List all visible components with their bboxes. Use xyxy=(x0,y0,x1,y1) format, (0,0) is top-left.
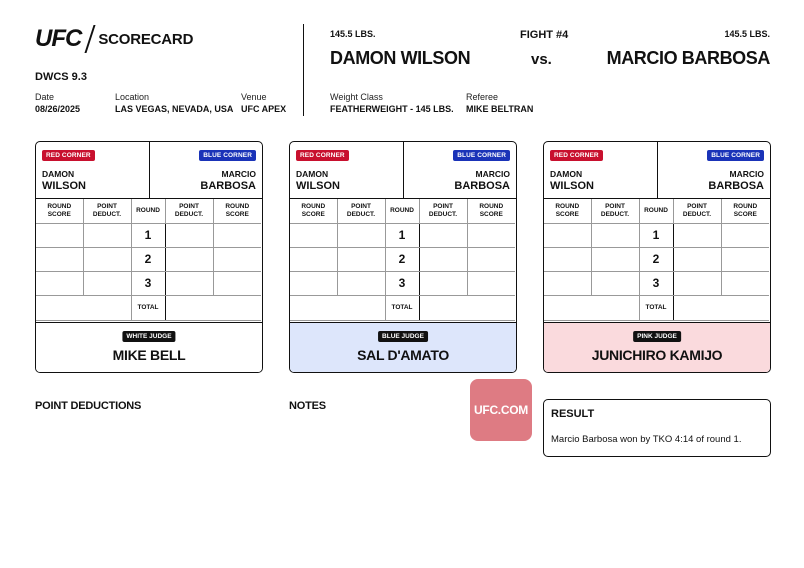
blue-round-score-header: ROUND SCORE xyxy=(721,199,769,223)
judge-name: JUNICHIRO KAMIJO xyxy=(591,347,723,363)
judge-scorecard-2 xyxy=(289,141,517,373)
blue-weight: 145.5 LBS. xyxy=(724,29,770,39)
blue-round-score-header: ROUND SCORE xyxy=(213,199,261,223)
referee-label: Referee xyxy=(466,92,499,102)
blue-corner-fighter xyxy=(454,168,510,192)
blue-deduct-cell[interactable] xyxy=(419,271,467,295)
red-corner-fighter xyxy=(550,168,594,192)
red-total-cell[interactable] xyxy=(290,295,385,320)
corner-divider xyxy=(403,142,404,199)
blue-deduct-cell[interactable] xyxy=(165,223,213,247)
round-header: ROUND xyxy=(385,199,419,223)
judge-scorecard-1 xyxy=(35,141,263,373)
blue-score-cell[interactable] xyxy=(467,271,515,295)
blue-score-cell[interactable] xyxy=(721,247,769,271)
round-number: 2 xyxy=(385,247,419,271)
judge-scorecard-3 xyxy=(543,141,771,373)
round-row xyxy=(290,271,515,295)
red-score-cell[interactable] xyxy=(36,271,83,295)
red-score-cell[interactable] xyxy=(544,223,591,247)
notes-heading: NOTES xyxy=(289,400,326,412)
blue-score-cell[interactable] xyxy=(213,247,261,271)
judge-footer xyxy=(290,322,516,373)
red-fighter-name: DAMON WILSON xyxy=(330,48,471,68)
blue-deduct-cell[interactable] xyxy=(419,223,467,247)
venue-value: UFC APEX xyxy=(241,104,287,114)
round-number: 2 xyxy=(131,247,165,271)
red-round-score-header: ROUND SCORE xyxy=(290,199,337,223)
blue-deduct-cell[interactable] xyxy=(165,271,213,295)
red-first-name: DAMON xyxy=(42,169,75,179)
ufc-com-link[interactable]: UFC.COM xyxy=(470,379,532,441)
blue-total-cell[interactable] xyxy=(165,295,261,320)
blue-first-name: MARCIO xyxy=(729,169,764,179)
blue-corner-badge: BLUE CORNER xyxy=(453,150,510,161)
blue-total-cell[interactable] xyxy=(673,295,769,320)
red-corner-fighter xyxy=(296,168,340,192)
total-row xyxy=(544,295,769,320)
red-score-cell[interactable] xyxy=(544,247,591,271)
round-number: 3 xyxy=(131,271,165,295)
blue-fighter-name: MARCIO BARBOSA xyxy=(606,48,770,68)
round-number: 1 xyxy=(639,223,673,247)
red-first-name: DAMON xyxy=(550,169,583,179)
scorecard-title: SCORECARD xyxy=(98,30,194,48)
blue-round-score-header: ROUND SCORE xyxy=(467,199,515,223)
total-row xyxy=(36,295,261,320)
blue-corner-badge: BLUE CORNER xyxy=(199,150,256,161)
judge-name: MIKE BELL xyxy=(112,347,186,363)
blue-point-deduct-header: POINT DEDUCT. xyxy=(673,199,721,223)
blue-score-cell[interactable] xyxy=(721,223,769,247)
red-weight: 145.5 LBS. xyxy=(330,29,376,39)
red-total-cell[interactable] xyxy=(544,295,639,320)
blue-deduct-cell[interactable] xyxy=(673,271,721,295)
header-divider xyxy=(303,24,304,116)
round-number: 2 xyxy=(639,247,673,271)
blue-first-name: MARCIO xyxy=(475,169,510,179)
date-value: 08/26/2025 xyxy=(35,104,81,114)
red-deduct-cell[interactable] xyxy=(337,223,385,247)
red-last-name: WILSON xyxy=(296,180,340,192)
result-title: RESULT xyxy=(551,408,595,420)
red-first-name: DAMON xyxy=(296,169,329,179)
score-grid-header xyxy=(544,199,769,223)
red-corner-fighter xyxy=(42,168,86,192)
round-number: 1 xyxy=(385,223,419,247)
corner-divider xyxy=(657,142,658,199)
blue-corner-badge: BLUE CORNER xyxy=(707,150,764,161)
blue-score-cell[interactable] xyxy=(213,223,261,247)
judge-name: SAL D'AMATO xyxy=(357,347,449,363)
red-deduct-cell[interactable] xyxy=(83,247,131,271)
total-label: TOTAL xyxy=(131,295,165,320)
blue-last-name: BARBOSA xyxy=(708,180,764,192)
referee-value: MIKE BELTRAN xyxy=(466,104,534,114)
score-grid xyxy=(544,199,769,321)
score-grid-header xyxy=(290,199,515,223)
blue-deduct-cell[interactable] xyxy=(165,247,213,271)
score-grid xyxy=(290,199,515,321)
blue-deduct-cell[interactable] xyxy=(419,247,467,271)
judge-badge: PINK JUDGE xyxy=(633,331,681,342)
blue-score-cell[interactable] xyxy=(721,271,769,295)
blue-total-cell[interactable] xyxy=(419,295,515,320)
total-label: TOTAL xyxy=(385,295,419,320)
point-deductions-heading: POINT DEDUCTIONS xyxy=(35,400,142,412)
round-row xyxy=(290,223,515,247)
red-deduct-cell[interactable] xyxy=(591,271,639,295)
red-point-deduct-header: POINT DEDUCT. xyxy=(337,199,385,223)
blue-first-name: MARCIO xyxy=(221,169,256,179)
location-label: Location xyxy=(115,92,150,102)
red-deduct-cell[interactable] xyxy=(591,247,639,271)
red-last-name: WILSON xyxy=(550,180,594,192)
round-row xyxy=(290,247,515,271)
red-score-cell[interactable] xyxy=(290,247,337,271)
corner-header xyxy=(36,142,262,199)
result-text: Marcio Barbosa won by TKO 4:14 of round 1. xyxy=(551,434,742,445)
judge-badge: BLUE JUDGE xyxy=(378,331,428,342)
red-deduct-cell[interactable] xyxy=(337,247,385,271)
total-row xyxy=(290,295,515,320)
score-grid-header xyxy=(36,199,261,223)
red-deduct-cell[interactable] xyxy=(337,271,385,295)
red-corner-badge: RED CORNER xyxy=(42,150,95,161)
date-label: Date xyxy=(35,92,55,102)
total-label: TOTAL xyxy=(639,295,673,320)
red-corner-badge: RED CORNER xyxy=(296,150,349,161)
red-point-deduct-header: POINT DEDUCT. xyxy=(83,199,131,223)
blue-point-deduct-header: POINT DEDUCT. xyxy=(419,199,467,223)
logo-divider xyxy=(85,25,96,53)
round-number: 3 xyxy=(385,271,419,295)
ufc-scorecard-logo xyxy=(35,26,193,52)
red-score-cell[interactable] xyxy=(36,223,83,247)
red-score-cell[interactable] xyxy=(290,271,337,295)
score-grid xyxy=(36,199,261,321)
round-number: 3 xyxy=(639,271,673,295)
blue-point-deduct-header: POINT DEDUCT. xyxy=(165,199,213,223)
round-row xyxy=(36,271,261,295)
corner-divider xyxy=(149,142,150,199)
location-value: LAS VEGAS, NEVADA, USA xyxy=(115,104,234,114)
red-point-deduct-header: POINT DEDUCT. xyxy=(591,199,639,223)
round-row xyxy=(544,271,769,295)
round-row xyxy=(544,223,769,247)
blue-last-name: BARBOSA xyxy=(200,180,256,192)
red-round-score-header: ROUND SCORE xyxy=(544,199,591,223)
red-total-cell[interactable] xyxy=(36,295,131,320)
venue-label: Venue xyxy=(241,92,267,102)
judge-footer xyxy=(544,322,770,373)
round-header: ROUND xyxy=(639,199,673,223)
blue-score-cell[interactable] xyxy=(467,247,515,271)
fight-number: FIGHT #4 xyxy=(520,29,569,41)
blue-deduct-cell[interactable] xyxy=(673,247,721,271)
red-score-cell[interactable] xyxy=(36,247,83,271)
round-number: 1 xyxy=(131,223,165,247)
red-corner-badge: RED CORNER xyxy=(550,150,603,161)
judge-badge: WHITE JUDGE xyxy=(122,331,175,342)
round-row xyxy=(544,247,769,271)
round-header: ROUND xyxy=(131,199,165,223)
round-row xyxy=(36,223,261,247)
blue-score-cell[interactable] xyxy=(213,271,261,295)
blue-last-name: BARBOSA xyxy=(454,180,510,192)
weight-class-value: FEATHERWEIGHT - 145 LBS. xyxy=(330,104,454,114)
blue-corner-fighter xyxy=(708,168,764,192)
red-round-score-header: ROUND SCORE xyxy=(36,199,83,223)
blue-score-cell[interactable] xyxy=(467,223,515,247)
red-deduct-cell[interactable] xyxy=(591,223,639,247)
red-score-cell[interactable] xyxy=(544,271,591,295)
blue-corner-fighter xyxy=(200,168,256,192)
result-box xyxy=(543,399,771,457)
corner-header xyxy=(290,142,516,199)
corner-header xyxy=(544,142,770,199)
red-score-cell[interactable] xyxy=(290,223,337,247)
weight-class-label: Weight Class xyxy=(330,92,383,102)
round-row xyxy=(36,247,261,271)
red-deduct-cell[interactable] xyxy=(83,223,131,247)
blue-deduct-cell[interactable] xyxy=(673,223,721,247)
red-deduct-cell[interactable] xyxy=(83,271,131,295)
ufc-logo: UFC xyxy=(35,25,82,52)
red-last-name: WILSON xyxy=(42,180,86,192)
vs-label: vs. xyxy=(531,51,552,68)
event-name: DWCS 9.3 xyxy=(35,71,87,83)
judge-footer xyxy=(36,322,262,373)
